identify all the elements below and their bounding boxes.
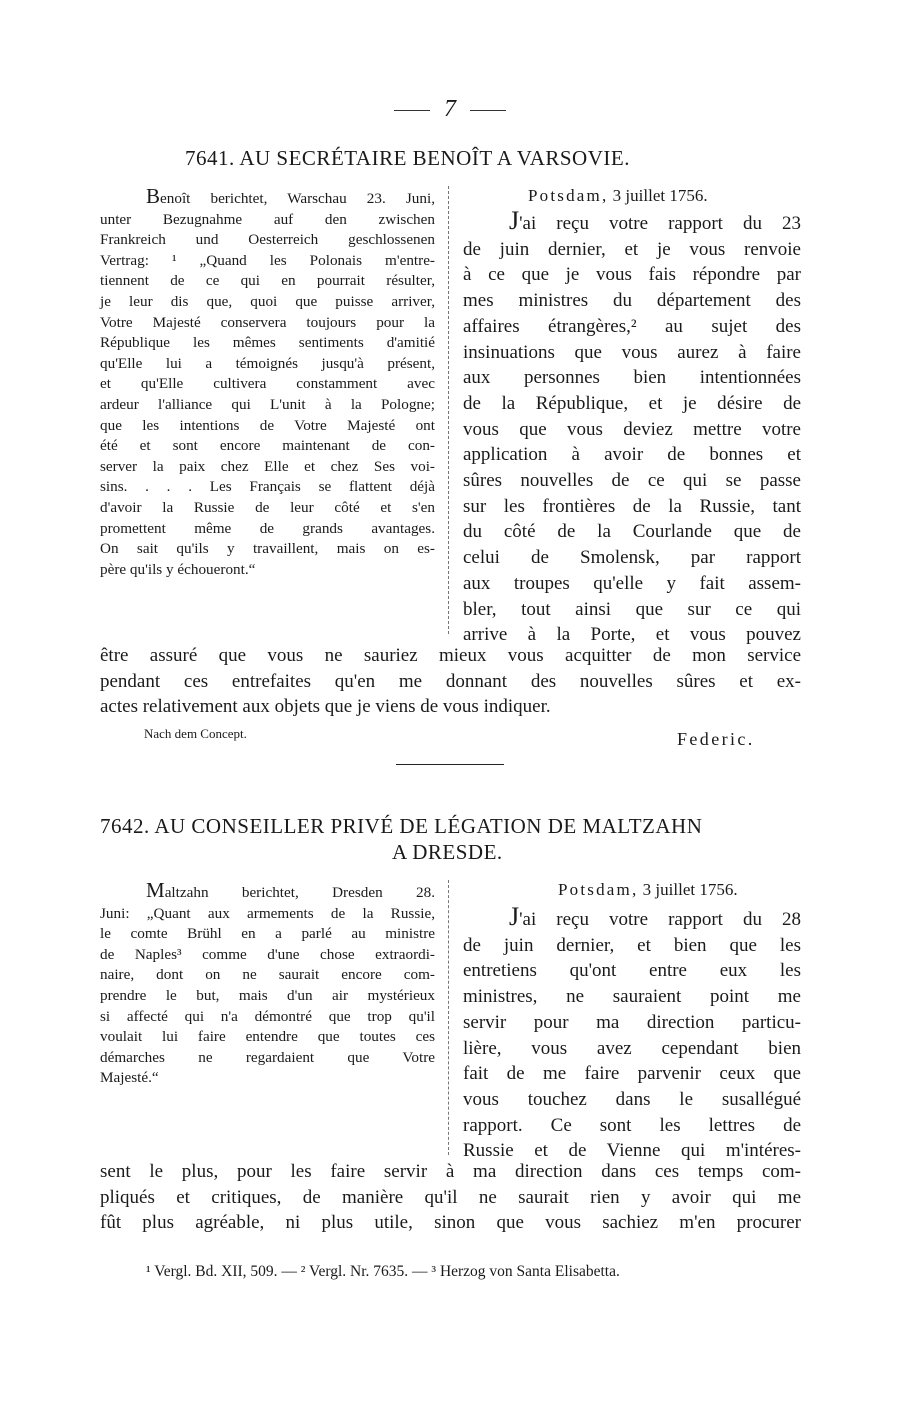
- letter-line: ministres, ne sauraient point me: [463, 986, 801, 1008]
- letter-line: Russie et de Vienne qui m'intéres-: [463, 1140, 801, 1162]
- letter-line: arrive à la Porte, et vous pouvez: [463, 624, 801, 646]
- report-line: que les intentions de Votre Majesté ont: [100, 416, 435, 434]
- letter-line: J'ai reçu votre rapport du 23: [509, 206, 801, 235]
- report-dropcap: M: [146, 878, 165, 902]
- page-number-rule-left: [394, 110, 430, 111]
- letter-line: pliqués et critiques, de manière qu'il ne saurait rien y avoir qui me: [100, 1186, 801, 1208]
- report-line: voulait lui faire entendre que toutes ces: [100, 1028, 435, 1046]
- letter-line: fait de me faire parvenir ceux que: [463, 1063, 801, 1085]
- report-line: sins. . . . Les Français se flattent déjà: [100, 478, 435, 496]
- report-line: Benoît berichtet, Warschau 23. Juni,: [146, 184, 435, 208]
- letter-line: insinuations que vous aurez à faire: [463, 341, 801, 363]
- letter-line: affaires étrangères,² au sujet des: [463, 315, 801, 337]
- letter-line: mes ministres du département des: [463, 290, 801, 312]
- letter-7642-fullwidth: [100, 1159, 801, 1236]
- letter-line: entretiens qu'ont entre eux les: [463, 960, 801, 982]
- report-line: qu'Elle lui a témoignés jusqu'à présent,: [100, 354, 435, 372]
- column-divider: [448, 880, 449, 1155]
- letter-line: lière, vous avez cependant bien: [463, 1037, 801, 1059]
- report-line: de Naples³ comme d'une chose extraordi-: [100, 945, 435, 963]
- letter-line: de la République, et je désire de: [463, 392, 801, 414]
- date: 3 juillet 1756.: [642, 880, 738, 899]
- letter-line: sûres nouvelles de ce qui se passe: [463, 470, 801, 492]
- section-separator: [396, 764, 504, 765]
- signature: Federic.: [677, 729, 755, 749]
- report-line: Votre Majesté conservera toujours pour la: [100, 313, 435, 331]
- letter-line: fût plus agréable, ni plus utile, sinon que vous sachiez m'en procurer: [100, 1212, 801, 1234]
- letter-7641-body: [463, 208, 801, 648]
- letter-line: bler, tout ainsi que sur ce qui: [463, 598, 801, 620]
- report-line: tiennent de ce qui en pourrait résulter,: [100, 272, 435, 290]
- page-number-rule-right: [470, 110, 506, 111]
- report-line: le comte Brühl en a parlé au ministre: [100, 925, 435, 943]
- report-line: Majesté.“: [100, 1069, 159, 1087]
- page-number: [0, 96, 900, 123]
- letter-line: aux personnes bien intentionnées: [463, 367, 801, 389]
- report-line: server la paix chez Elle et chez Ses voi-: [100, 457, 435, 475]
- report-line: promettent même de grands avantages.: [100, 519, 435, 537]
- report-line: Maltzahn berichtet, Dresden 28.: [146, 878, 435, 902]
- report-line: Vertrag: ¹ „Quand les Polonais m'entre-: [100, 251, 435, 269]
- letter-line: à ce que je vous fais répondre par: [463, 264, 801, 286]
- letter-line: J'ai reçu votre rapport du 28: [509, 902, 801, 931]
- letter-line: rapport. Ce sont les lettres de: [463, 1114, 801, 1136]
- letter-7641-heading: 7641. AU SECRÉTAIRE BENOÎT A VARSOVIE.: [185, 146, 630, 170]
- letter-line: sur les frontières de la Russie, tant: [463, 495, 801, 517]
- letter-7641-fullwidth: [100, 643, 801, 720]
- letter-line: de juin dernier, et bien que les: [463, 934, 801, 956]
- letter-7642-dateline: [558, 880, 738, 900]
- letter-line: sent le plus, pour les faire servir à ma direction dans ces temps com-: [100, 1161, 801, 1182]
- concept-note: Nach dem Concept.: [144, 726, 247, 741]
- report-line: naire, dont on ne saurait encore com-: [100, 966, 435, 984]
- letter-7642-body: [463, 904, 801, 1164]
- letter-line: celui de Smolensk, par rapport: [463, 547, 801, 569]
- date-place: Potsdam,: [528, 186, 609, 205]
- letter-line: du côté de la Courlande que de: [463, 521, 801, 543]
- report-line: République les mêmes sentiments d'amitié: [100, 334, 435, 352]
- report-line: ardeur l'alliance qui L'unit à la Pologne;: [100, 395, 435, 413]
- letter-7642-report: [100, 880, 435, 1089]
- report-line: je leur dis que, quoi que puisse arriver,: [100, 292, 435, 310]
- letter-line: vous que vous deviez mettre votre: [463, 418, 801, 440]
- report-dropcap: B: [146, 184, 161, 208]
- letter-dropcap: J: [509, 206, 520, 235]
- report-line: père qu'ils y échoueront.“: [100, 560, 256, 578]
- report-line: et qu'Elle cultivera constamment avec: [100, 375, 435, 393]
- report-line: prendre le but, mais d'un air mystérieux: [100, 986, 435, 1004]
- letter-line: de juin dernier, et je vous renvoie: [463, 238, 801, 260]
- report-line: On sait qu'ils y travaillent, mais on es-: [100, 540, 435, 558]
- footnotes: ¹ Vergl. Bd. XII, 509. — ² Vergl. Nr. 7635. — ³ Herzog von Santa Elisabetta.: [146, 1263, 620, 1280]
- letter-7641-dateline: [528, 186, 708, 206]
- date-place: Potsdam,: [558, 880, 639, 899]
- report-line: été et sont encore maintenant de con-: [100, 437, 435, 455]
- letter-line: pendant ces entrefaites qu'en me donnant des nouvelles sûres et ex-: [100, 670, 801, 692]
- report-line: Juni: „Quant aux armements de la Russie,: [100, 904, 435, 922]
- letter-line: aux troupes qu'elle y fait assem-: [463, 572, 801, 594]
- letter-7642-heading-line2: A DRESDE.: [392, 840, 503, 864]
- letter-dropcap: J: [509, 902, 520, 931]
- report-line: démarches ne regardaient que Votre: [100, 1048, 435, 1066]
- letter-line: vous touchez dans le susallégué: [463, 1088, 801, 1110]
- letter-line: actes relativement aux objets que je viens de vous indiquer.: [100, 696, 551, 718]
- letter-line: être assuré que vous ne sauriez mieux vous acquitter de mon service: [100, 645, 801, 666]
- report-line: si affecté qui n'a démontré que trop qu'il: [100, 1007, 435, 1025]
- letter-7641-report: [100, 186, 435, 580]
- report-line: d'avoir la Russie de leur côté et s'en: [100, 498, 435, 516]
- report-line: unter Bezugnahme auf den zwischen: [100, 210, 435, 228]
- column-divider: [448, 186, 449, 634]
- report-line: Frankreich und Oesterreich geschlossenen: [100, 231, 435, 249]
- letter-line: application à avoir de bonnes et: [463, 444, 801, 466]
- letter-line: servir pour ma direction particu-: [463, 1011, 801, 1033]
- page-number-text: 7: [444, 96, 456, 122]
- letter-7642-heading: 7642. AU CONSEILLER PRIVÉ DE LÉGATION DE MALTZAHN: [100, 814, 703, 838]
- date: 3 juillet 1756.: [612, 186, 708, 205]
